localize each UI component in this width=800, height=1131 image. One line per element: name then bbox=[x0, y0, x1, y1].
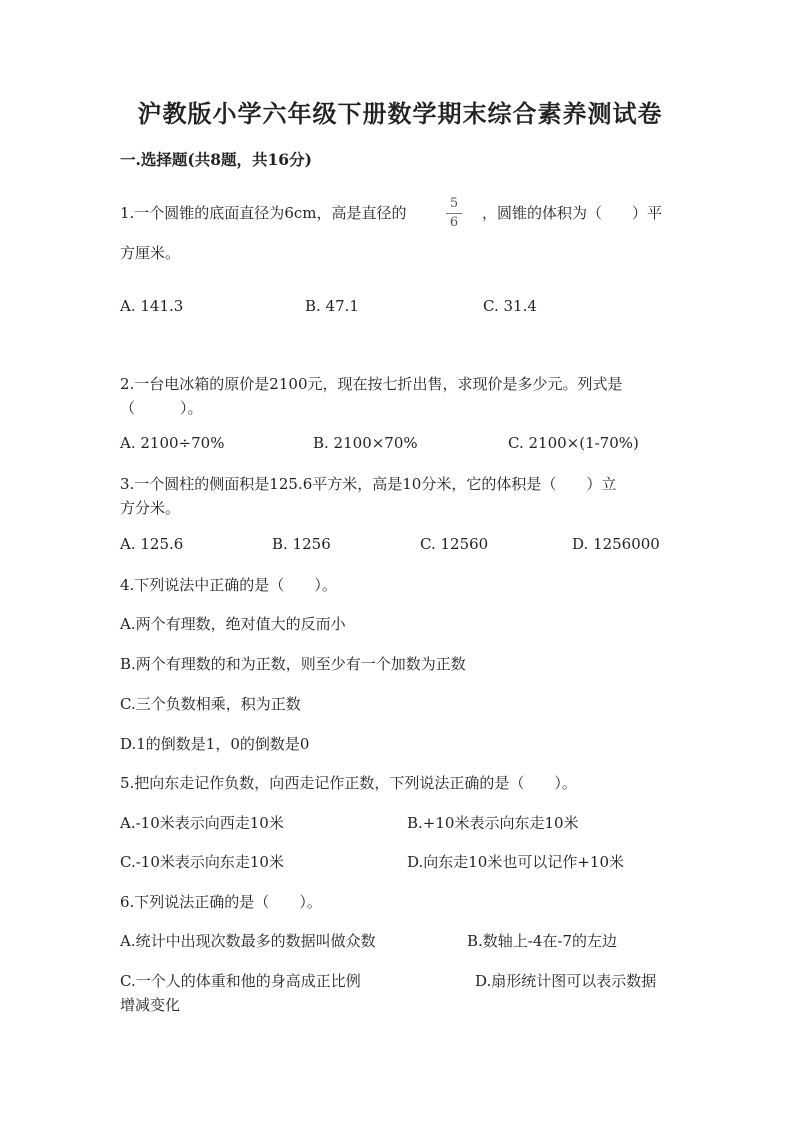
q1-fraction bbox=[440, 196, 468, 231]
q4-option-b: B.两个有理数的和为正数，则至少有一个加数为正数 bbox=[120, 655, 466, 673]
q6-option-a: A.统计中出现次数最多的数据叫做众数 bbox=[120, 932, 376, 950]
q2-option-b: B. 2100×70% bbox=[313, 434, 418, 452]
q1-option-b: B. 47.1 bbox=[305, 297, 359, 315]
q3-option-c: C. 12560 bbox=[420, 535, 489, 553]
q2-stem-line2: （ ）。 bbox=[120, 399, 203, 417]
q4-option-c: C.三个负数相乘，积为正数 bbox=[120, 695, 301, 713]
q1-stem-part2: ，圆锥的体积为（ ）平 bbox=[482, 204, 663, 222]
q1-option-c: C. 31.4 bbox=[483, 297, 537, 315]
q6-option-d: D.扇形统计图可以表示数据 bbox=[475, 972, 657, 990]
q5-option-b: B.+10米表示向东走10米 bbox=[407, 814, 579, 832]
q1-fraction-numerator: 5 bbox=[449, 196, 459, 211]
q6-stem: 6.下列说法正确的是（ ）。 bbox=[120, 893, 322, 911]
q3-option-b: B. 1256 bbox=[272, 535, 331, 553]
q4-stem: 4.下列说法中正确的是（ ）。 bbox=[120, 576, 337, 594]
q1-stem-part3: 方厘米。 bbox=[120, 244, 181, 262]
q2-stem-line1: 2.一台电冰箱的原价是2100元，现在按七折出售，求现价是多少元。列式是 bbox=[120, 375, 623, 393]
q1-option-a: A. 141.3 bbox=[120, 297, 184, 315]
section-heading: 一.选择题(共8题，共16分) bbox=[120, 150, 312, 169]
q1-stem-part1: 1.一个圆锥的底面直径为6cm，高是直径的 bbox=[120, 204, 407, 222]
q3-option-a: A. 125.6 bbox=[120, 535, 184, 553]
q5-option-d: D.向东走10米也可以记作+10米 bbox=[407, 853, 625, 871]
q5-stem: 5.把向东走记作负数，向西走记作正数，下列说法正确的是（ ）。 bbox=[120, 774, 577, 792]
q2-option-a: A. 2100÷70% bbox=[120, 434, 225, 452]
q1-fraction-bar bbox=[446, 213, 462, 214]
q3-option-d: D. 1256000 bbox=[572, 535, 660, 553]
q3-stem-line2: 方分米。 bbox=[120, 499, 181, 517]
q4-option-d: D.1的倒数是1，0的倒数是0 bbox=[120, 735, 310, 753]
q5-option-c: C.-10米表示向东走10米 bbox=[120, 853, 284, 871]
q6-option-b: B.数轴上-4在-7的左边 bbox=[467, 932, 618, 950]
q5-option-a: A.-10米表示向西走10米 bbox=[120, 814, 284, 832]
page-title: 沪教版小学六年级下册数学期末综合素养测试卷 bbox=[137, 99, 663, 128]
q6-option-d-continued: 增减变化 bbox=[120, 996, 181, 1014]
q4-option-a: A.两个有理数，绝对值大的反而小 bbox=[120, 615, 346, 633]
q2-option-c: C. 2100×(1-70%) bbox=[508, 434, 639, 452]
q3-stem-line1: 3.一个圆柱的侧面积是125.6平方米，高是10分米，它的体积是（ ）立 bbox=[120, 475, 617, 493]
q1-fraction-denominator: 6 bbox=[449, 215, 459, 230]
q6-option-c: C.一个人的体重和他的身高成正比例 bbox=[120, 972, 361, 990]
